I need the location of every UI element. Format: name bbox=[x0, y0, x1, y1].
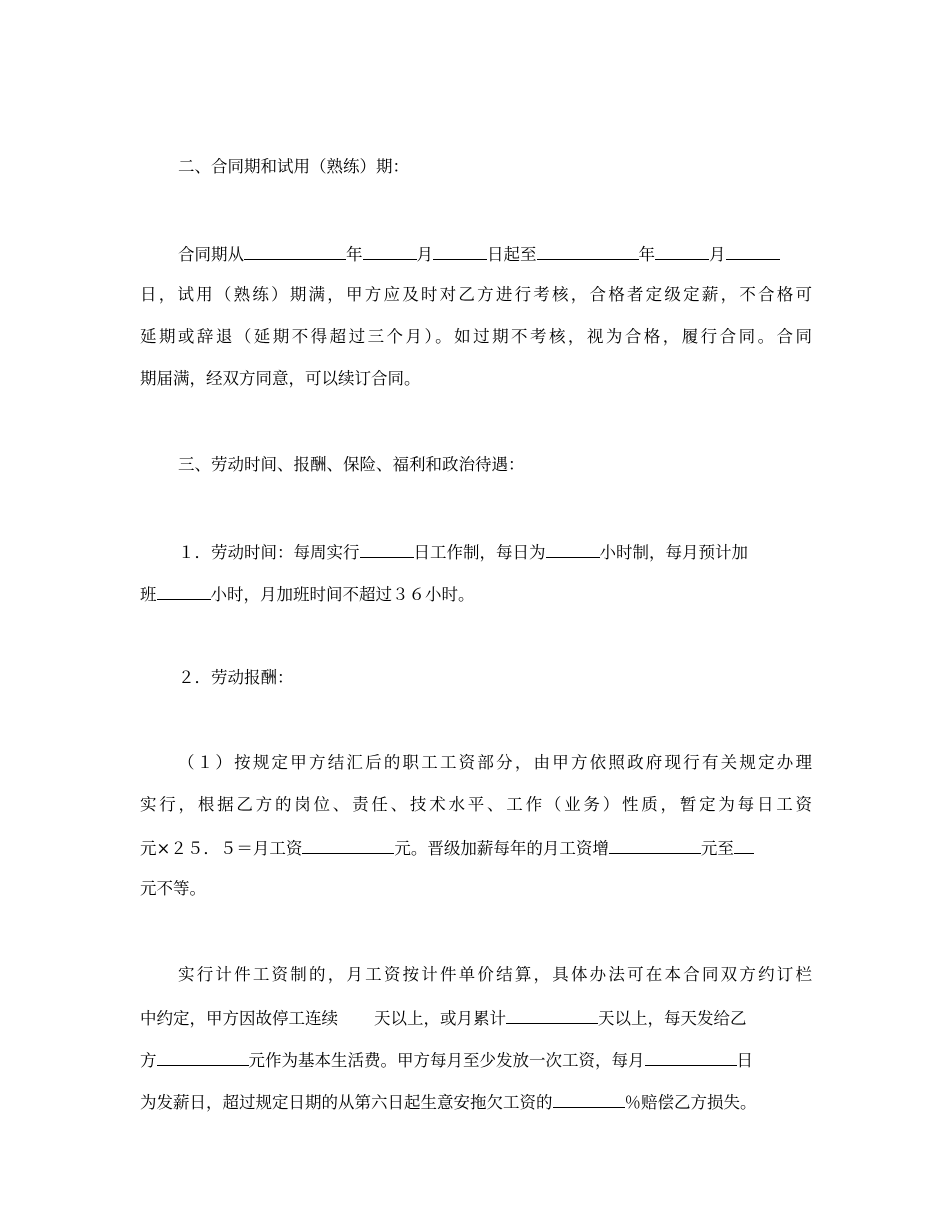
pay-clause-line-4: 元不等。 bbox=[140, 879, 206, 898]
piece-rate-line-2: 中约定，甲方因故停工连续 天以上，或月累计 天以上，每天发给乙 bbox=[140, 1005, 812, 1029]
pay-clause-line-2: 实行，根据乙方的岗位、责任、技术水平、工作（业务）性质，暂定为每日工资 bbox=[140, 795, 812, 814]
blank-daily-hours[interactable] bbox=[546, 539, 600, 558]
piece-rate-line-1: 实行计件工资制的，月工资按计件单价结算，具体办法可在本合同双方约订栏 bbox=[178, 965, 812, 984]
piece-rate-line-3: 方 元作为基本生活费。甲方每月至少发放一次工资，每月 日 bbox=[140, 1047, 812, 1071]
piece-rate-line-4: 为发薪日，超过规定日期的从第六日起生意安拖欠工资的 ％赔偿乙方损失。 bbox=[140, 1089, 812, 1113]
contract-period-line-1: 合同期从 年 月 日起至 年 月 bbox=[178, 241, 812, 265]
contract-period-line-3: 延期或辞退（延期不得超过三个月）。如过期不考核，视为合格，履行合同。合同 bbox=[140, 327, 812, 346]
blank-start-month[interactable] bbox=[363, 241, 417, 260]
blank-end-day[interactable] bbox=[726, 241, 780, 260]
pay-clause-line-3: 元×２５．５＝月工资 元。晋级加薪每年的月工资增 元至 bbox=[140, 835, 812, 859]
section-3-heading: 三、劳动时间、报酬、保险、福利和政治待遇： bbox=[178, 455, 525, 474]
work-time-line-1: １．劳动时间：每周实行 日工作制，每日为 小时制，每月预计加 bbox=[178, 539, 812, 563]
blank-raise-max[interactable] bbox=[734, 835, 754, 854]
blank-payday[interactable] bbox=[645, 1047, 737, 1066]
blank-work-days[interactable] bbox=[360, 539, 414, 558]
blank-penalty-rate[interactable] bbox=[553, 1089, 625, 1108]
blank-cumulative-days[interactable] bbox=[506, 1005, 598, 1024]
blank-raise-min[interactable] bbox=[609, 835, 701, 854]
blank-start-day[interactable] bbox=[433, 241, 487, 260]
contract-period-line-4: 期届满，经双方同意，可以续订合同。 bbox=[140, 369, 421, 388]
blank-monthly-wage[interactable] bbox=[302, 835, 394, 854]
blank-living-allowance[interactable] bbox=[157, 1047, 249, 1066]
blank-start-year[interactable] bbox=[244, 241, 346, 260]
pay-clause-line-1: （１）按规定甲方结汇后的职工工资部分，由甲方依照政府现行有关规定办理 bbox=[178, 753, 812, 772]
contract-period-line-2: 日，试用（熟练）期满，甲方应及时对乙方进行考核，合格者定级定薪，不合格可 bbox=[140, 285, 812, 304]
labor-pay-heading: ２．劳动报酬： bbox=[178, 668, 294, 687]
blank-end-month[interactable] bbox=[655, 241, 709, 260]
blank-overtime-hours[interactable] bbox=[157, 581, 211, 600]
work-time-line-2: 班 小时，月加班时间不超过３６小时。 bbox=[140, 581, 812, 605]
section-2-heading: 二、合同期和试用（熟练）期： bbox=[178, 157, 409, 176]
blank-end-year[interactable] bbox=[537, 241, 639, 260]
